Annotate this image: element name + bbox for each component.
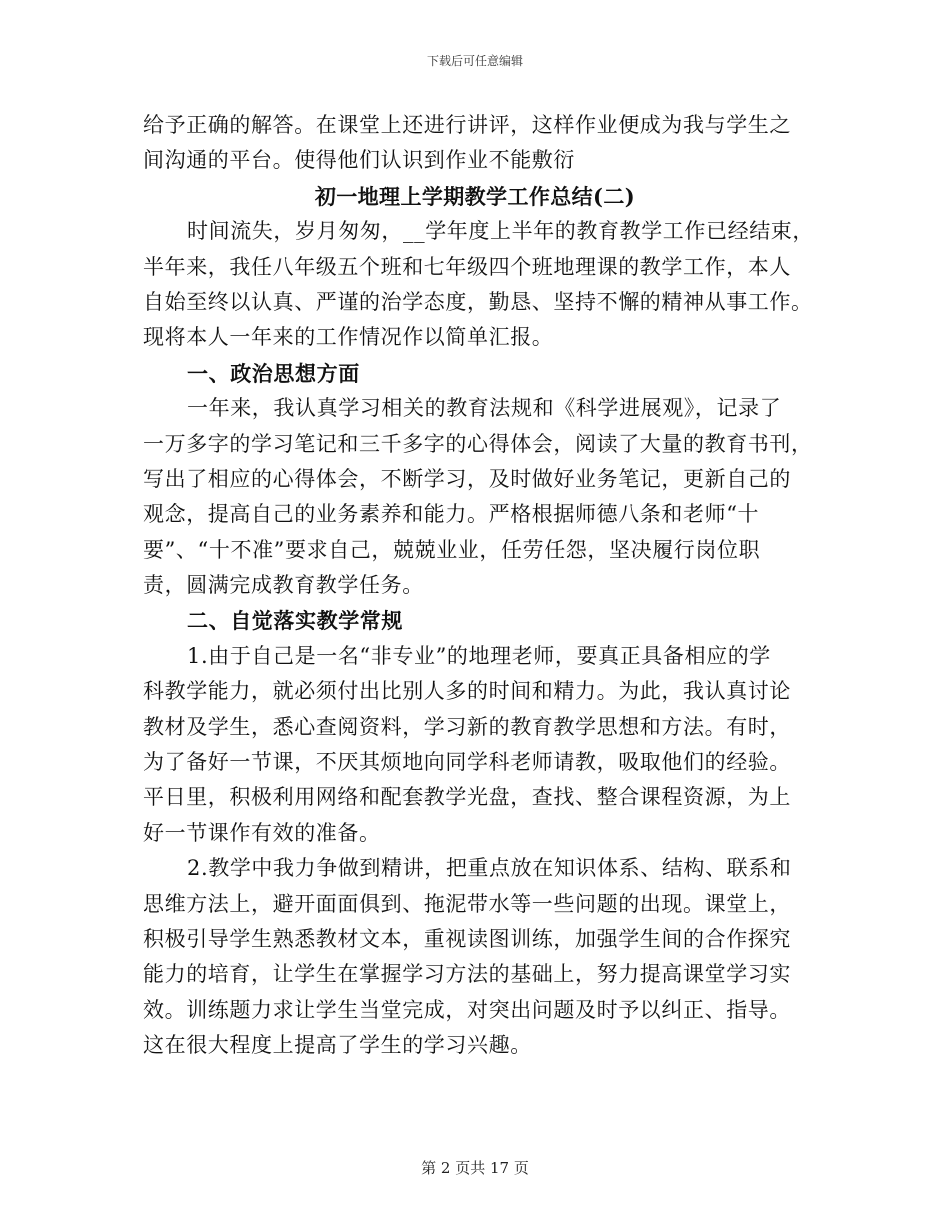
page-number: 第 2 页共 17 页 (421, 1159, 529, 1177)
paragraph-line: 要”、“十不准”要求自己，兢兢业业，任劳任怨，坚决履行岗位职 (143, 537, 761, 562)
paragraph-line: 教材及学生，悉心查阅资料，学习新的教育教学思想和方法。有时， (143, 714, 791, 739)
paragraph-line: 时间流失，岁月匆匆，__学年度上半年的教育教学工作已经结束， (187, 219, 814, 244)
paragraph-line: 一万多字的学习笔记和三千多字的心得体会，阅读了大量的教育书刊， (143, 431, 813, 456)
subheading: 二、自觉落实教学常规 (187, 608, 403, 634)
paragraph-line: 自始至终以认真、严谨的治学态度，勤恳、坚持不懈的精神从事工作。 (143, 289, 813, 314)
paragraph-line: 为了备好一节课，不厌其烦地向同学科老师请教，吸取他们的经验。 (143, 750, 791, 775)
subheading: 一、政治思想方面 (187, 360, 360, 386)
paragraph-line: 科教学能力，就必须付出比别人多的时间和精力。为此，我认真讨论 (143, 679, 791, 704)
paragraph-line: 思维方法上，避开面面俱到、拖泥带水等一些问题的出现。课堂上， (143, 891, 791, 916)
paragraph-line: 这在很大程度上提高了学生的学习兴趣。 (143, 1033, 532, 1058)
paragraph-line: 观念，提高自己的业务素养和能力。严格根据师德八条和老师“十 (143, 502, 760, 527)
paragraph-line: 一年来，我认真学习相关的教育法规和《科学进展观》，记录了 (187, 396, 782, 421)
paragraph-line: 积极引导学生熟悉教材文本，重视读图训练，加强学生间的合作探究 (143, 926, 791, 951)
header-note: 下载后可任意编辑 (426, 54, 523, 68)
paragraph-line: 责，圆满完成教育教学任务。 (143, 573, 424, 598)
paragraph-line: 平日里，积极利用网络和配套教学光盘，查找、整合课程资源，为上 (143, 785, 791, 810)
document-body (143, 108, 814, 1064)
paragraph-line: 1.由于自己是一名“非专业”的地理老师，要真正具备相应的学 (187, 643, 771, 668)
paragraph-line: 效。训练题力求让学生当堂完成，对突出问题及时予以纠正、指导。 (143, 997, 791, 1022)
paragraph-line: 好一节课作有效的准备。 (143, 820, 381, 845)
paragraph-line: 写出了相应的心得体会，不断学习，及时做好业务笔记，更新自己的 (143, 466, 791, 491)
paragraph-line: 给予正确的解答。在课堂上还进行讲评，这样作业便成为我与学生之 (143, 113, 791, 137)
paragraph-line: 半年来，我任八年级五个班和七年级四个班地理课的教学工作，本人 (143, 254, 791, 279)
paragraph-line: 2.教学中我力争做到精讲，把重点放在知识体系、结构、联系和 (187, 856, 792, 881)
paragraph-line: 能力的培育，让学生在掌握学习方法的基础上，努力提高课堂学习实 (143, 962, 791, 987)
paragraph-line: 间沟通的平台。使得他们认识到作业不能敷衍 (143, 148, 575, 173)
section-title: 初一地理上学期教学工作总结(二) (314, 183, 636, 209)
paragraph-line: 现将本人一年来的工作情况作以简单汇报。 (143, 325, 554, 350)
